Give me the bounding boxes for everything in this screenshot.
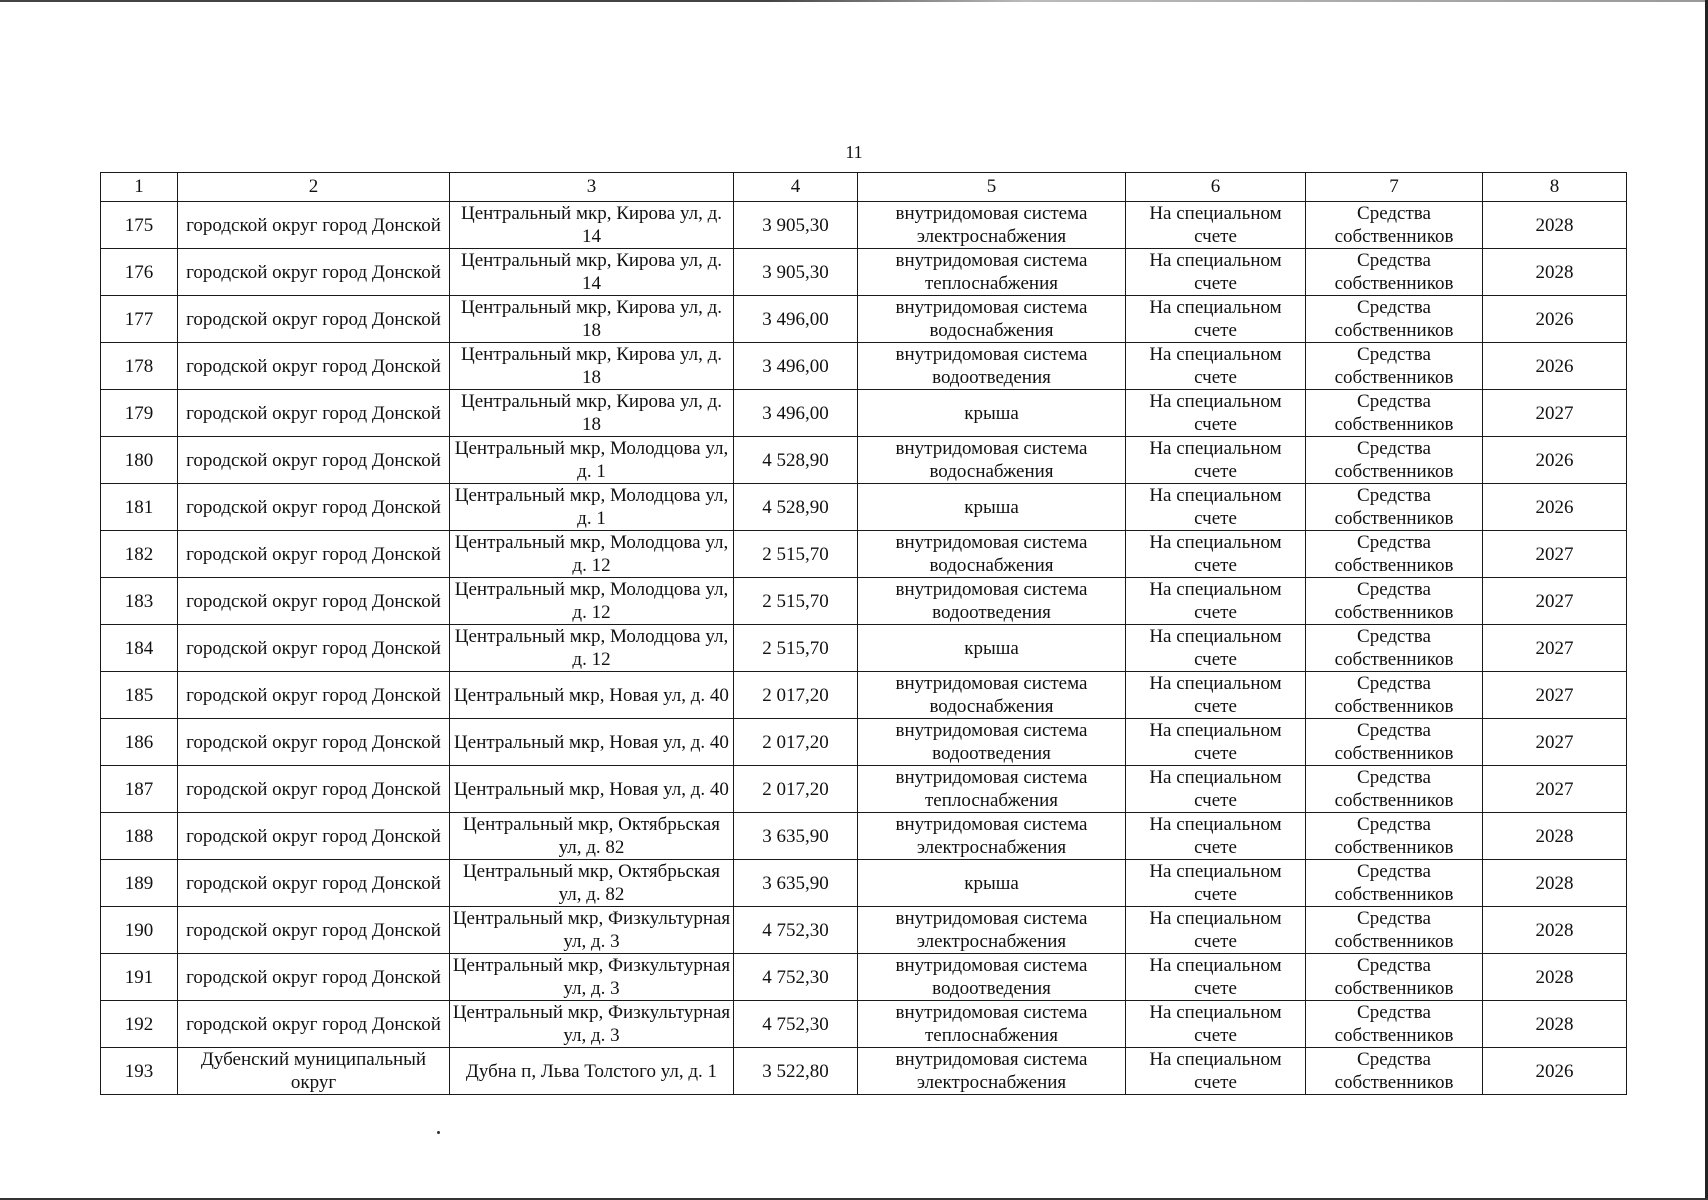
- address-cell: Дубна п, Льва Толстого ул, д. 1: [450, 1048, 734, 1095]
- address-cell: Центральный мкр, Молодцова ул, д. 12: [450, 531, 734, 578]
- work-type-cell: крыша: [858, 390, 1126, 437]
- column-header: 5: [858, 173, 1126, 202]
- work-type-cell: внутридомовая система электроснабжения: [858, 202, 1126, 249]
- row-number-cell: 181: [101, 484, 178, 531]
- address-cell: Центральный мкр, Физкультурная ул, д. 3: [450, 907, 734, 954]
- row-number-cell: 185: [101, 672, 178, 719]
- fund-account-cell: На специальном счете: [1126, 860, 1306, 907]
- work-type-cell: внутридомовая система водоотведения: [858, 343, 1126, 390]
- year-cell: 2028: [1483, 249, 1627, 296]
- scan-speck: [437, 1131, 440, 1134]
- municipality-cell: городской округ город Донской: [178, 1001, 450, 1048]
- year-cell: 2027: [1483, 578, 1627, 625]
- fund-account-cell: На специальном счете: [1126, 249, 1306, 296]
- table-row: [101, 1001, 1627, 1048]
- fund-account-cell: На специальном счете: [1126, 296, 1306, 343]
- area-cell: 3 635,90: [734, 860, 858, 907]
- area-cell: 2 515,70: [734, 625, 858, 672]
- fund-account-cell: На специальном счете: [1126, 625, 1306, 672]
- table-row: [101, 390, 1627, 437]
- address-cell: Центральный мкр, Физкультурная ул, д. 3: [450, 954, 734, 1001]
- table-body: [101, 202, 1627, 1095]
- fund-account-cell: На специальном счете: [1126, 531, 1306, 578]
- table-row: [101, 672, 1627, 719]
- work-type-cell: внутридомовая система электроснабжения: [858, 813, 1126, 860]
- municipality-cell: городской округ город Донской: [178, 484, 450, 531]
- column-header: 7: [1306, 173, 1483, 202]
- municipality-cell: городской округ город Донской: [178, 249, 450, 296]
- column-header: 8: [1483, 173, 1627, 202]
- row-number-cell: 186: [101, 719, 178, 766]
- fund-account-cell: На специальном счете: [1126, 437, 1306, 484]
- row-number-cell: 180: [101, 437, 178, 484]
- work-type-cell: внутридомовая система теплоснабжения: [858, 766, 1126, 813]
- funding-source-cell: Средства собственников: [1306, 390, 1483, 437]
- municipality-cell: городской округ город Донской: [178, 766, 450, 813]
- year-cell: 2026: [1483, 1048, 1627, 1095]
- year-cell: 2027: [1483, 390, 1627, 437]
- funding-source-cell: Средства собственников: [1306, 813, 1483, 860]
- row-number-cell: 184: [101, 625, 178, 672]
- municipality-cell: городской округ город Донской: [178, 813, 450, 860]
- funding-source-cell: Средства собственников: [1306, 860, 1483, 907]
- table-row: [101, 578, 1627, 625]
- address-cell: Центральный мкр, Кирова ул, д. 18: [450, 390, 734, 437]
- row-number-cell: 175: [101, 202, 178, 249]
- funding-source-cell: Средства собственников: [1306, 296, 1483, 343]
- row-number-cell: 190: [101, 907, 178, 954]
- address-cell: Центральный мкр, Молодцова ул, д. 1: [450, 484, 734, 531]
- table-row: [101, 766, 1627, 813]
- address-cell: Центральный мкр, Новая ул, д. 40: [450, 719, 734, 766]
- table-row: [101, 249, 1627, 296]
- fund-account-cell: На специальном счете: [1126, 907, 1306, 954]
- municipality-cell: городской округ город Донской: [178, 531, 450, 578]
- column-header: 4: [734, 173, 858, 202]
- area-cell: 3 496,00: [734, 343, 858, 390]
- address-cell: Центральный мкр, Кирова ул, д. 18: [450, 343, 734, 390]
- row-number-cell: 182: [101, 531, 178, 578]
- table-row: [101, 813, 1627, 860]
- municipality-cell: городской округ город Донской: [178, 296, 450, 343]
- funding-source-cell: Средства собственников: [1306, 719, 1483, 766]
- work-type-cell: внутридомовая система водоотведения: [858, 578, 1126, 625]
- work-type-cell: внутридомовая система водоотведения: [858, 954, 1126, 1001]
- table-row: [101, 437, 1627, 484]
- year-cell: 2026: [1483, 343, 1627, 390]
- funding-source-cell: Средства собственников: [1306, 907, 1483, 954]
- work-type-cell: внутридомовая система водоотведения: [858, 719, 1126, 766]
- table-row: [101, 907, 1627, 954]
- fund-account-cell: На специальном счете: [1126, 1001, 1306, 1048]
- work-type-cell: внутридомовая система водоснабжения: [858, 531, 1126, 578]
- municipality-cell: городской округ город Донской: [178, 390, 450, 437]
- area-cell: 2 515,70: [734, 578, 858, 625]
- column-header: 1: [101, 173, 178, 202]
- address-cell: Центральный мкр, Октябрьская ул, д. 82: [450, 813, 734, 860]
- year-cell: 2026: [1483, 484, 1627, 531]
- fund-account-cell: На специальном счете: [1126, 719, 1306, 766]
- funding-source-cell: Средства собственников: [1306, 954, 1483, 1001]
- funding-source-cell: Средства собственников: [1306, 202, 1483, 249]
- fund-account-cell: На специальном счете: [1126, 813, 1306, 860]
- year-cell: 2028: [1483, 860, 1627, 907]
- area-cell: 3 905,30: [734, 202, 858, 249]
- table-header-row: [101, 173, 1627, 202]
- year-cell: 2027: [1483, 625, 1627, 672]
- address-cell: Центральный мкр, Молодцова ул, д. 12: [450, 578, 734, 625]
- area-cell: 3 496,00: [734, 296, 858, 343]
- funding-source-cell: Средства собственников: [1306, 672, 1483, 719]
- address-cell: Центральный мкр, Молодцова ул, д. 12: [450, 625, 734, 672]
- municipality-cell: городской округ город Донской: [178, 672, 450, 719]
- address-cell: Центральный мкр, Новая ул, д. 40: [450, 672, 734, 719]
- municipality-cell: городской округ город Донской: [178, 860, 450, 907]
- fund-account-cell: На специальном счете: [1126, 766, 1306, 813]
- table-row: [101, 531, 1627, 578]
- table-row: [101, 202, 1627, 249]
- area-cell: 4 528,90: [734, 484, 858, 531]
- column-header: 3: [450, 173, 734, 202]
- area-cell: 2 017,20: [734, 719, 858, 766]
- work-type-cell: внутридомовая система водоснабжения: [858, 296, 1126, 343]
- fund-account-cell: На специальном счете: [1126, 202, 1306, 249]
- row-number-cell: 192: [101, 1001, 178, 1048]
- year-cell: 2028: [1483, 954, 1627, 1001]
- work-type-cell: внутридомовая система водоснабжения: [858, 437, 1126, 484]
- row-number-cell: 178: [101, 343, 178, 390]
- work-type-cell: внутридомовая система теплоснабжения: [858, 249, 1126, 296]
- area-cell: 4 752,30: [734, 1001, 858, 1048]
- funding-source-cell: Средства собственников: [1306, 578, 1483, 625]
- fund-account-cell: На специальном счете: [1126, 1048, 1306, 1095]
- table-row: [101, 860, 1627, 907]
- municipality-cell: городской округ город Донской: [178, 343, 450, 390]
- municipality-cell: городской округ город Донской: [178, 719, 450, 766]
- row-number-cell: 188: [101, 813, 178, 860]
- work-type-cell: внутридомовая система теплоснабжения: [858, 1001, 1126, 1048]
- work-type-cell: внутридомовая система водоснабжения: [858, 672, 1126, 719]
- fund-account-cell: На специальном счете: [1126, 390, 1306, 437]
- municipality-cell: Дубенский муниципальный округ: [178, 1048, 450, 1095]
- address-cell: Центральный мкр, Молодцова ул, д. 1: [450, 437, 734, 484]
- work-type-cell: крыша: [858, 625, 1126, 672]
- funding-source-cell: Средства собственников: [1306, 343, 1483, 390]
- column-header: 6: [1126, 173, 1306, 202]
- table-row: [101, 1048, 1627, 1095]
- funding-source-cell: Средства собственников: [1306, 484, 1483, 531]
- work-type-cell: крыша: [858, 860, 1126, 907]
- area-cell: 4 528,90: [734, 437, 858, 484]
- year-cell: 2028: [1483, 202, 1627, 249]
- address-cell: Центральный мкр, Кирова ул, д. 18: [450, 296, 734, 343]
- fund-account-cell: На специальном счете: [1126, 484, 1306, 531]
- area-cell: 2 017,20: [734, 672, 858, 719]
- address-cell: Центральный мкр, Физкультурная ул, д. 3: [450, 1001, 734, 1048]
- year-cell: 2027: [1483, 719, 1627, 766]
- area-cell: 3 905,30: [734, 249, 858, 296]
- municipality-cell: городской округ город Донской: [178, 437, 450, 484]
- area-cell: 4 752,30: [734, 907, 858, 954]
- column-header: 2: [178, 173, 450, 202]
- work-type-cell: внутридомовая система электроснабжения: [858, 907, 1126, 954]
- address-cell: Центральный мкр, Новая ул, д. 40: [450, 766, 734, 813]
- year-cell: 2026: [1483, 437, 1627, 484]
- table-row: [101, 484, 1627, 531]
- year-cell: 2026: [1483, 296, 1627, 343]
- fund-account-cell: На специальном счете: [1126, 343, 1306, 390]
- address-cell: Центральный мкр, Кирова ул, д. 14: [450, 249, 734, 296]
- funding-source-cell: Средства собственников: [1306, 1048, 1483, 1095]
- fund-account-cell: На специальном счете: [1126, 672, 1306, 719]
- funding-source-cell: Средства собственников: [1306, 625, 1483, 672]
- municipality-cell: городской округ город Донской: [178, 202, 450, 249]
- fund-account-cell: На специальном счете: [1126, 578, 1306, 625]
- row-number-cell: 179: [101, 390, 178, 437]
- address-cell: Центральный мкр, Кирова ул, д. 14: [450, 202, 734, 249]
- year-cell: 2027: [1483, 766, 1627, 813]
- table-row: [101, 343, 1627, 390]
- funding-source-cell: Средства собственников: [1306, 249, 1483, 296]
- year-cell: 2028: [1483, 907, 1627, 954]
- year-cell: 2027: [1483, 672, 1627, 719]
- row-number-cell: 193: [101, 1048, 178, 1095]
- fund-account-cell: На специальном счете: [1126, 954, 1306, 1001]
- table-row: [101, 719, 1627, 766]
- scan-top-edge: [0, 0, 1708, 2]
- table-row: [101, 954, 1627, 1001]
- row-number-cell: 177: [101, 296, 178, 343]
- area-cell: 4 752,30: [734, 954, 858, 1001]
- area-cell: 2 017,20: [734, 766, 858, 813]
- area-cell: 3 496,00: [734, 390, 858, 437]
- area-cell: 2 515,70: [734, 531, 858, 578]
- funding-source-cell: Средства собственников: [1306, 766, 1483, 813]
- area-cell: 3 522,80: [734, 1048, 858, 1095]
- area-cell: 3 635,90: [734, 813, 858, 860]
- address-cell: Центральный мкр, Октябрьская ул, д. 82: [450, 860, 734, 907]
- funding-source-cell: Средства собственников: [1306, 531, 1483, 578]
- work-type-cell: внутридомовая система электроснабжения: [858, 1048, 1126, 1095]
- funding-source-cell: Средства собственников: [1306, 437, 1483, 484]
- repair-schedule-table: [100, 172, 1627, 1095]
- year-cell: 2028: [1483, 1001, 1627, 1048]
- table-row: [101, 625, 1627, 672]
- work-type-cell: крыша: [858, 484, 1126, 531]
- row-number-cell: 191: [101, 954, 178, 1001]
- municipality-cell: городской округ город Донской: [178, 954, 450, 1001]
- row-number-cell: 187: [101, 766, 178, 813]
- year-cell: 2027: [1483, 531, 1627, 578]
- municipality-cell: городской округ город Донской: [178, 625, 450, 672]
- row-number-cell: 189: [101, 860, 178, 907]
- row-number-cell: 176: [101, 249, 178, 296]
- funding-source-cell: Средства собственников: [1306, 1001, 1483, 1048]
- year-cell: 2028: [1483, 813, 1627, 860]
- municipality-cell: городской округ город Донской: [178, 578, 450, 625]
- page-number: 11: [845, 142, 863, 162]
- table-row: [101, 296, 1627, 343]
- row-number-cell: 183: [101, 578, 178, 625]
- municipality-cell: городской округ город Донской: [178, 907, 450, 954]
